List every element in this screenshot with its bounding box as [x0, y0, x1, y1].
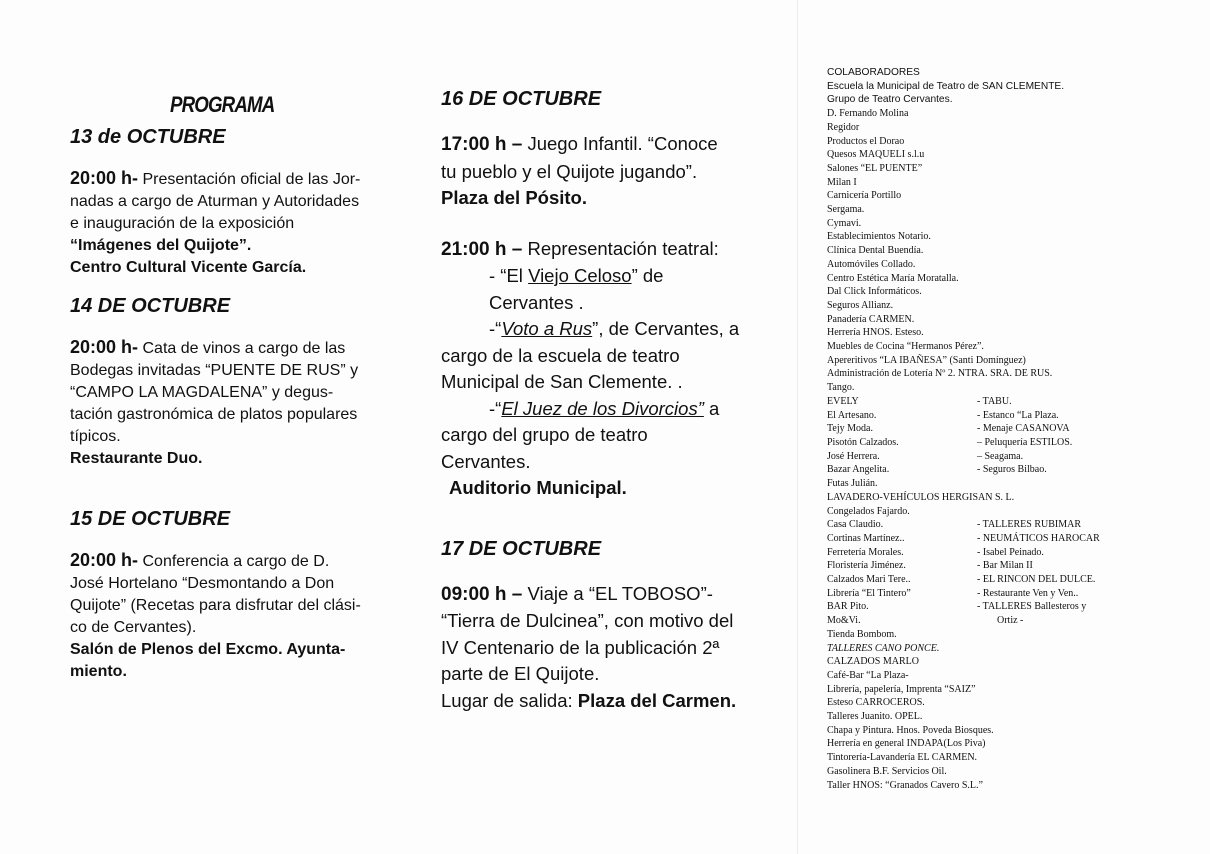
collaborator-item: Escuela la Municipal de Teatro de SAN CLEMENTE.: [827, 80, 1065, 92]
event-time: 09:00 h –: [441, 583, 523, 605]
collaborator-item: – Seagama.: [977, 450, 1024, 462]
event-text: cargo de la escuela de teatro: [441, 344, 680, 366]
collaborator-item: D. Fernando Molina: [827, 108, 909, 120]
play-title-voto-a-rus: Voto a Rus: [501, 318, 593, 339]
program-column-left: [70, 92, 400, 683]
collaborator-item: Panadería CARMEN.: [827, 313, 915, 325]
collaborator-item: TALLERES CANO PONCE.: [827, 642, 940, 654]
collaborators-heading: COLABORADORES: [827, 67, 920, 78]
collaborator-item: Calzados Mari Tere..: [827, 574, 911, 586]
event-text: cargo del grupo de teatro: [441, 424, 648, 445]
collaborator-item: LAVADERO-VEHÍCULOS HERGISAN S. L.: [827, 491, 1015, 503]
collaborator-item: Establecimientos Notario.: [827, 231, 931, 243]
collaborator-item: Quesos MAQUELI s.l.u: [827, 149, 925, 161]
collaborator-item: Dal Click Informáticos.: [827, 286, 922, 298]
collaborator-item: - Restaurante Ven y Ven..: [977, 587, 1079, 599]
collaborator-item: Café-Bar “La Plaza-: [827, 669, 909, 681]
collaborator-item: Esteso CARROCEROS.: [827, 697, 925, 709]
collaborator-item: Carnicería Portillo: [827, 190, 902, 202]
play-title-viejo-celoso: Viejo Celoso: [528, 265, 632, 286]
event-place: Restaurante Duo.: [70, 450, 203, 467]
collaborator-item: Librería, papelería, Imprenta “SAIZ”: [827, 683, 976, 695]
event-17-oct: [441, 581, 781, 715]
event-text: Cervantes.: [441, 450, 531, 472]
collaborator-item: – Peluquería ESTILOS.: [977, 436, 1073, 448]
collaborator-item: El Artesano.: [827, 409, 877, 421]
event-text: Cata de vinos a cargo de las: [142, 340, 346, 357]
collaborator-item: Futas Julián.: [827, 478, 878, 490]
collaborator-item: Automóviles Collado.: [827, 258, 916, 270]
event-text: - “El: [489, 265, 529, 286]
collaborator-item: Ferretería Morales.: [827, 546, 904, 558]
collaborator-item: Mo&Vi.: [827, 615, 861, 627]
collaborator-item: Librería “El Tintero”: [827, 587, 911, 599]
day-heading-17: 17 DE OCTUBRE: [441, 537, 602, 560]
collaborator-item: Administración de Lotería Nº 2. NTRA. SRA. DE RUS.: [827, 368, 1053, 380]
event-text: -“: [489, 397, 502, 419]
collaborator-item: - TABU.: [977, 395, 1012, 407]
collaborator-item: Chapa y Pintura. Hnos. Poveda Biosques.: [827, 724, 994, 736]
collaborator-item: Casa Claudio.: [827, 519, 884, 531]
collaborator-item: CALZADOS MARLO: [827, 656, 919, 668]
collaborator-pairs-1: [827, 395, 1167, 477]
day-heading-14: 14 DE OCTUBRE: [70, 295, 231, 317]
event-time: 20:00 h-: [70, 550, 139, 570]
collaborator-item: Cortinas Martínez..: [827, 532, 905, 544]
collaborator-item: - TALLERES Ballesteros y: [977, 601, 1087, 613]
event-text: e inauguración de la exposición: [70, 215, 295, 232]
event-13-oct: [70, 167, 400, 279]
event-16-oct-children: [441, 131, 781, 212]
event-text: Quijote” (Recetas para disfrutar del clási-: [70, 597, 361, 614]
event-15-oct: [70, 549, 400, 683]
event-place: Auditorio Municipal.: [449, 477, 627, 498]
collaborator-item: - Isabel Peinado.: [977, 546, 1044, 558]
event-text: a: [703, 397, 720, 419]
collaborator-item: Tintorería-Lavandería EL CARMEN.: [827, 752, 978, 764]
event-time: 21:00 h –: [441, 238, 523, 260]
collaborator-item: Floristería Jiménez.: [827, 560, 906, 572]
collaborator-item: - Seguros Bilbao.: [977, 464, 1047, 476]
program-title: PROGRAMA: [170, 92, 275, 117]
event-text: “Imágenes del Quijote”.: [70, 237, 252, 254]
collaborator-pairs-2: [827, 518, 1167, 628]
event-text: “CAMPO LA MAGDALENA” y degus-: [70, 384, 334, 401]
collaborator-item: Cymavi.: [827, 217, 862, 229]
event-text: Conferencia a cargo de D.: [142, 553, 330, 570]
event-text: Presentación oficial de las Jor-: [142, 171, 361, 188]
collaborator-item: Clínica Dental Buendía.: [827, 245, 924, 257]
event-text: típicos.: [70, 428, 121, 445]
event-14-oct: [70, 336, 400, 470]
collaborator-item: Herrería HNOS. Esteso.: [827, 327, 924, 339]
collaborator-item: - EL RINCON DEL DULCE.: [977, 574, 1096, 586]
event-text: Viaje a “EL TOBOSO”-: [527, 582, 713, 604]
event-text: ” de: [631, 265, 664, 286]
collaborator-item: Muebles de Cocina “Hermanos Pérez”.: [827, 341, 984, 353]
play-title-juez-divorcios: El Juez de los Divorcios”: [501, 397, 704, 419]
event-text: co de Cervantes).: [70, 619, 197, 636]
collaborator-item: Grupo de Teatro Cervantes.: [827, 94, 953, 106]
collaborator-item: Tejy Moda.: [827, 423, 873, 435]
collaborator-item: José Herrera.: [827, 450, 880, 462]
event-text: Cervantes .: [489, 291, 584, 313]
collaborator-item: Herrería en general INDAPA(Los Piva): [827, 738, 986, 750]
collaborator-item: Tienda Bombom.: [827, 628, 897, 640]
collaborator-item: - TALLERES RUBIMAR: [977, 519, 1082, 531]
event-text: nadas a cargo de Aturman y Autoridades: [70, 193, 360, 210]
event-text: tu pueblo y el Quijote jugando”.: [441, 160, 698, 182]
event-time: 20:00 h-: [70, 168, 139, 188]
collaborator-item: Ortiz -: [977, 615, 1024, 627]
collaborator-item: Regidor: [827, 121, 860, 133]
collaborator-item: Bazar Angelita.: [827, 464, 890, 476]
collaborator-item: EVELY: [827, 395, 859, 407]
collaborator-item: - Estanco “La Plaza.: [977, 409, 1059, 421]
event-text: “Tierra de Dulcinea”, con motivo del: [441, 610, 734, 631]
event-text: tación gastronómica de platos populares: [70, 406, 358, 423]
collaborators-column: [827, 66, 1167, 792]
day-heading-16: 16 DE OCTUBRE: [441, 88, 602, 110]
collaborator-item: Productos el Dorao: [827, 135, 905, 147]
event-text: -“: [489, 318, 502, 339]
event-place: Salón de Plenos del Excmo. Ayunta-: [70, 641, 346, 658]
collaborator-item: - Bar Milan II: [977, 560, 1033, 572]
event-place: Plaza del Carmen.: [577, 689, 737, 711]
event-place: miento.: [70, 663, 127, 680]
collaborator-item: BAR Pito.: [827, 601, 869, 613]
event-text: Bodegas invitadas “PUENTE DE RUS” y: [70, 362, 359, 379]
event-text: José Hortelano “Desmontando a Don: [70, 575, 335, 592]
page-fold-line: [797, 0, 798, 854]
collaborator-item: - NEUMÁTICOS HAROCAR: [977, 532, 1100, 544]
collaborator-item: Talleres Juanito. OPEL.: [827, 711, 923, 723]
day-heading-15: 15 DE OCTUBRE: [70, 508, 231, 530]
collaborator-item: - Menaje CASANOVA: [977, 423, 1070, 435]
collaborator-item: Seguros Allianz.: [827, 299, 894, 311]
event-text: parte de El Quijote.: [441, 663, 600, 684]
event-16-oct-theatre: [441, 236, 781, 502]
collaborator-item: Gasolinera B.F. Servicios Oil.: [827, 765, 947, 777]
event-time: 17:00 h –: [441, 134, 523, 155]
collaborator-item: Taller HNOS: “Granados Cavero S.L.”: [827, 779, 983, 791]
event-place: Centro Cultural Vicente García.: [70, 259, 307, 276]
collaborator-item: Tango.: [827, 382, 855, 394]
event-time: 20:00 h-: [70, 337, 139, 357]
day-heading-13: 13 de OCTUBRE: [70, 126, 226, 148]
event-text: IV Centenario de la publicación 2ª: [441, 636, 720, 658]
event-text: Juego Infantil. “Conoce: [527, 133, 718, 154]
event-text: Lugar de salida:: [441, 689, 573, 711]
collaborator-item: Salones “EL PUENTE”: [827, 162, 923, 174]
collaborator-item: Centro Estética María Moratalla.: [827, 272, 959, 284]
event-text: ”, de Cervantes, a: [592, 318, 740, 339]
collaborator-item: Sergama.: [827, 204, 865, 216]
event-text: Municipal de San Clemente. .: [441, 371, 683, 392]
program-column-middle: [441, 88, 781, 714]
event-place: Plaza del Pósito.: [441, 187, 587, 208]
event-text: Representación teatral:: [527, 237, 719, 259]
collaborator-item: Congelados Fajardo.: [827, 505, 910, 517]
collaborator-item: Pisotón Calzados.: [827, 436, 899, 448]
collaborator-item: Milan I: [827, 176, 857, 188]
collaborator-item: Apereritivos “LA IBAÑESA” (Santi Domínguez): [827, 354, 1026, 366]
